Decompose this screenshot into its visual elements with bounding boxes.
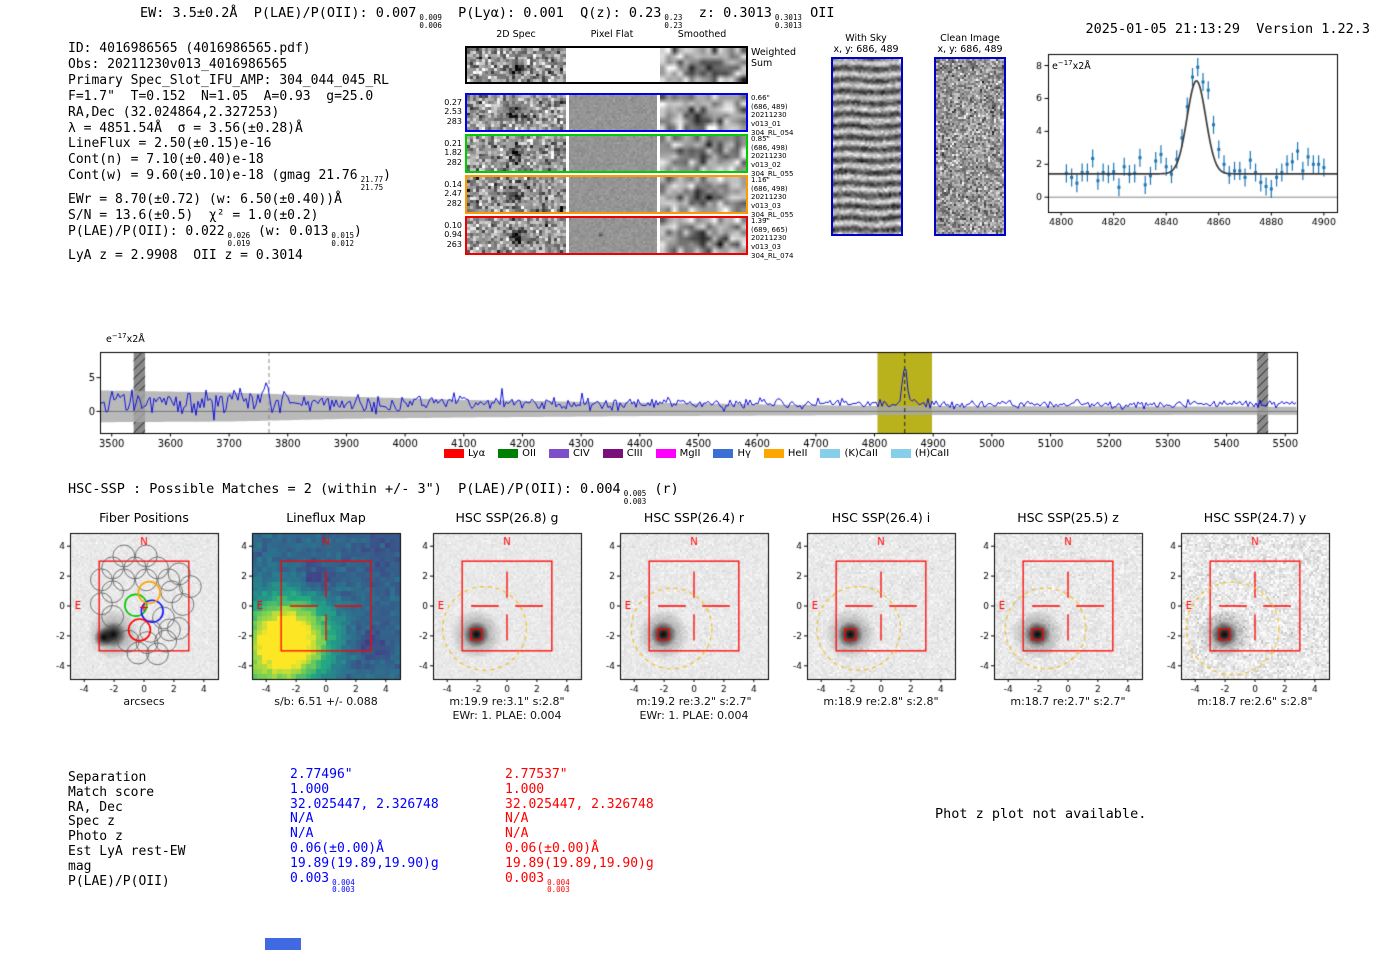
match-table-value: N/A — [505, 826, 529, 842]
match-table-value: N/A — [290, 826, 314, 842]
match-table-value: 32.025447, 2.326748 — [290, 796, 439, 812]
legend-fragment — [265, 938, 301, 950]
cutout-title: HSC SSP(25.5) z — [1017, 510, 1119, 525]
sky-panel-coords: x, y: 686, 489 — [833, 44, 899, 55]
legend-item — [764, 448, 808, 459]
cutout-r-plot — [594, 530, 776, 706]
spec2d-row — [465, 175, 748, 214]
sky-panel-title: With Sky — [845, 33, 887, 44]
legend-label: Hγ — [737, 448, 751, 459]
pixelflat-image — [569, 177, 657, 212]
match-table-value: 0.06(±0.00)Å — [505, 840, 599, 856]
pixelflat-image — [569, 218, 657, 253]
spec2d-row — [465, 216, 748, 255]
smoothed-image — [660, 218, 746, 253]
legend-swatch — [656, 449, 676, 458]
with-sky-image — [833, 59, 901, 234]
info-line: Cont(w) = 9.60(±0.10)e-18 (gmag 21.76 21.77 21.75 ) — [68, 168, 391, 193]
cutout-caption2: EWr: 1. PLAE: 0.004 — [639, 709, 749, 722]
legend-swatch — [891, 449, 911, 458]
match-table-value: 32.025447, 2.326748 — [505, 796, 654, 812]
legend-item — [656, 448, 701, 459]
spec2d-image — [467, 48, 566, 82]
cutout-title: HSC SSP(26.4) r — [643, 510, 745, 525]
info-line: P(LAE)/P(OII): 0.022 0.026 0.019 (w: 0.013 0.015 0.012 ) — [68, 223, 362, 248]
legend-swatch — [549, 449, 569, 458]
legend-label: MgII — [679, 448, 701, 459]
legend-swatch — [444, 449, 464, 458]
report-version: Version 1.22.3 — [1256, 21, 1371, 37]
info-block — [68, 41, 391, 263]
spec2d-row — [465, 134, 748, 173]
pixelflat-image — [569, 95, 657, 130]
cutout-title: Fiber Positions — [99, 510, 189, 525]
legend-label: CIII — [626, 448, 643, 459]
col-title-smoothed: Smoothed — [677, 29, 727, 40]
spectrum-legend — [444, 448, 949, 459]
sky-panel-title: Clean Image — [940, 33, 1000, 44]
legend-swatch — [498, 449, 518, 458]
cutout-title: HSC SSP(26.4) i — [831, 510, 931, 525]
legend-label: OII — [522, 448, 536, 459]
smoothed-image — [660, 177, 746, 212]
info-line: ID: 4016986565 (4016986565.pdf) — [68, 41, 311, 56]
spec2d-row-id: 1.16" (686, 498) 20211230 v013_03 304_RL_055 — [751, 176, 794, 219]
info-line: LineFlux = 2.50(±0.15)e-16 — [68, 136, 272, 152]
spec2d-row — [465, 93, 748, 132]
info-line: S/N = 13.6(±0.5) χ² = 1.0(±0.2) — [68, 207, 319, 223]
hsc-match-header: HSC-SSP : Possible Matches = 2 (within +/- 3") P(LAE)/P(OII): 0.004 0.005 0.003 (r) — [68, 481, 679, 506]
spec2d-row-id: Weighted Sum — [751, 47, 796, 69]
spec2d-row-id: 1.39" (689, 665) 20211230 v013_03 304_RL_074 — [751, 217, 794, 260]
legend-swatch — [820, 449, 840, 458]
match-table-value: 19.89(19.89,19.90)g — [290, 855, 439, 871]
match-table-column — [505, 768, 654, 894]
clean-image — [936, 59, 1004, 234]
legend-item — [498, 448, 536, 459]
legend-item — [891, 448, 949, 459]
photz-note: Phot z plot not available. — [935, 806, 1147, 822]
legend-item — [820, 448, 877, 459]
legend-label: HeII — [787, 448, 808, 459]
spec2d-image — [467, 218, 566, 253]
cutout-fiber-plot — [44, 530, 226, 706]
spec2d-row-id: 0.85" (686, 498) 20211230 v013_02 304_RL_055 — [751, 135, 794, 178]
match-table-value: 1.000 — [290, 781, 330, 797]
match-table-value: 2.77537" — [505, 767, 568, 782]
match-table-value: 2.77496" — [290, 767, 353, 782]
spec2d-image — [467, 95, 566, 130]
legend-item — [549, 448, 590, 459]
info-line: EWr = 8.70(±0.72) (w: 6.50(±0.40))Å — [68, 192, 342, 207]
pixelflat-image — [569, 136, 657, 171]
legend-swatch — [603, 449, 623, 458]
spec2d-image — [467, 177, 566, 212]
cutout-i-plot — [781, 530, 963, 706]
cutout-z-plot — [968, 530, 1150, 706]
legend-swatch — [713, 449, 733, 458]
spec2d-row-stats: 0.10 0.94 263 — [444, 220, 462, 249]
spec2d-row-stats: 0.27 2.53 283 — [444, 97, 462, 126]
spec2d-row-stats: 0.14 2.47 282 — [444, 179, 462, 208]
report-timestamp: 2025-01-05 21:13:29 — [1085, 21, 1240, 37]
smoothed-image — [660, 48, 746, 82]
cutout-y-plot — [1155, 530, 1337, 706]
zoom-plot-ylabel: $e^{-17}x2Å$ — [1052, 59, 1091, 73]
sky-panel-coords: x, y: 686, 489 — [937, 44, 1003, 55]
spec2d-row — [465, 46, 748, 84]
cutout-caption2: EWr: 1. PLAE: 0.004 — [452, 709, 562, 722]
sky-panel-image-frame — [934, 57, 1006, 236]
cutout-title: HSC SSP(26.8) g — [455, 510, 559, 525]
smoothed-image — [660, 136, 746, 171]
match-table-value: 1.000 — [505, 781, 545, 797]
info-line: Cont(n) = 7.10(±0.40)e-18 — [68, 152, 264, 168]
info-line: λ = 4851.54Å σ = 3.56(±0.28)Å — [68, 120, 303, 136]
legend-item — [603, 448, 643, 459]
info-line: LyA z = 2.9908 OII z = 0.3014 — [68, 247, 303, 263]
spec2d-row-id: 0.66" (686, 489) 20211230 v013_01 304_RL_054 — [751, 94, 794, 137]
full-spectrum-plot — [88, 346, 1310, 464]
legend-label: Lyα — [468, 448, 486, 459]
legend-swatch — [764, 449, 784, 458]
spec2d-row-stats: 0.21 1.82 282 — [444, 138, 462, 167]
info-line: Obs: 20211230v013_4016986565 — [68, 56, 288, 72]
cutout-title: HSC SSP(24.7) y — [1203, 510, 1307, 525]
col-title-2dspec: 2D Spec — [496, 29, 536, 40]
sky-panel-image-frame — [831, 57, 903, 236]
legend-label: (K)CaII — [844, 448, 878, 459]
match-table-column — [290, 768, 439, 894]
smoothed-image — [660, 95, 746, 130]
spectrum-ylabel: $e^{-17}x2Å$ — [106, 332, 145, 346]
info-line: Primary Spec_Slot_IFU_AMP: 304_044_045_RL — [68, 72, 389, 88]
summary-header: EW: 3.5±0.2Å P(LAE)/P(OII): 0.007 0.009 0.006 P(Lyα): 0.001 Q(z): 0.23 0.23 0.23 z: 0.3013 0.3013 0.3013 OII — [140, 5, 835, 30]
col-title-pixelflat: Pixel Flat — [590, 29, 634, 40]
legend-label: CIV — [572, 448, 590, 459]
match-table-value: 0.003 0.004 0.003 — [290, 870, 355, 895]
info-line: F=1.7" T=0.152 N=1.05 A=0.93 g=25.0 — [68, 88, 374, 104]
info-line: RA,Dec (32.024864,2.327253) — [68, 104, 280, 120]
cutout-g-plot — [407, 530, 589, 706]
cutout-lineflux-plot — [226, 530, 408, 706]
match-table-value: 19.89(19.89,19.90)g — [505, 855, 654, 871]
match-table-value: 0.06(±0.00)Å — [290, 840, 384, 856]
legend-label: (H)CaII — [914, 448, 950, 459]
spec2d-image — [467, 136, 566, 171]
legend-item — [713, 448, 750, 459]
match-table-value: N/A — [290, 811, 314, 827]
pixelflat-image — [569, 48, 657, 82]
match-table-value: N/A — [505, 811, 529, 827]
cutout-title: Lineflux Map — [286, 510, 366, 525]
match-table-labels: Separation Match score RA, Dec Spec z Photo z Est LyA rest-EW mag P(LAE)/P(OII) — [68, 770, 186, 889]
legend-item — [444, 448, 485, 459]
match-table-value: 0.003 0.004 0.003 — [505, 870, 570, 895]
